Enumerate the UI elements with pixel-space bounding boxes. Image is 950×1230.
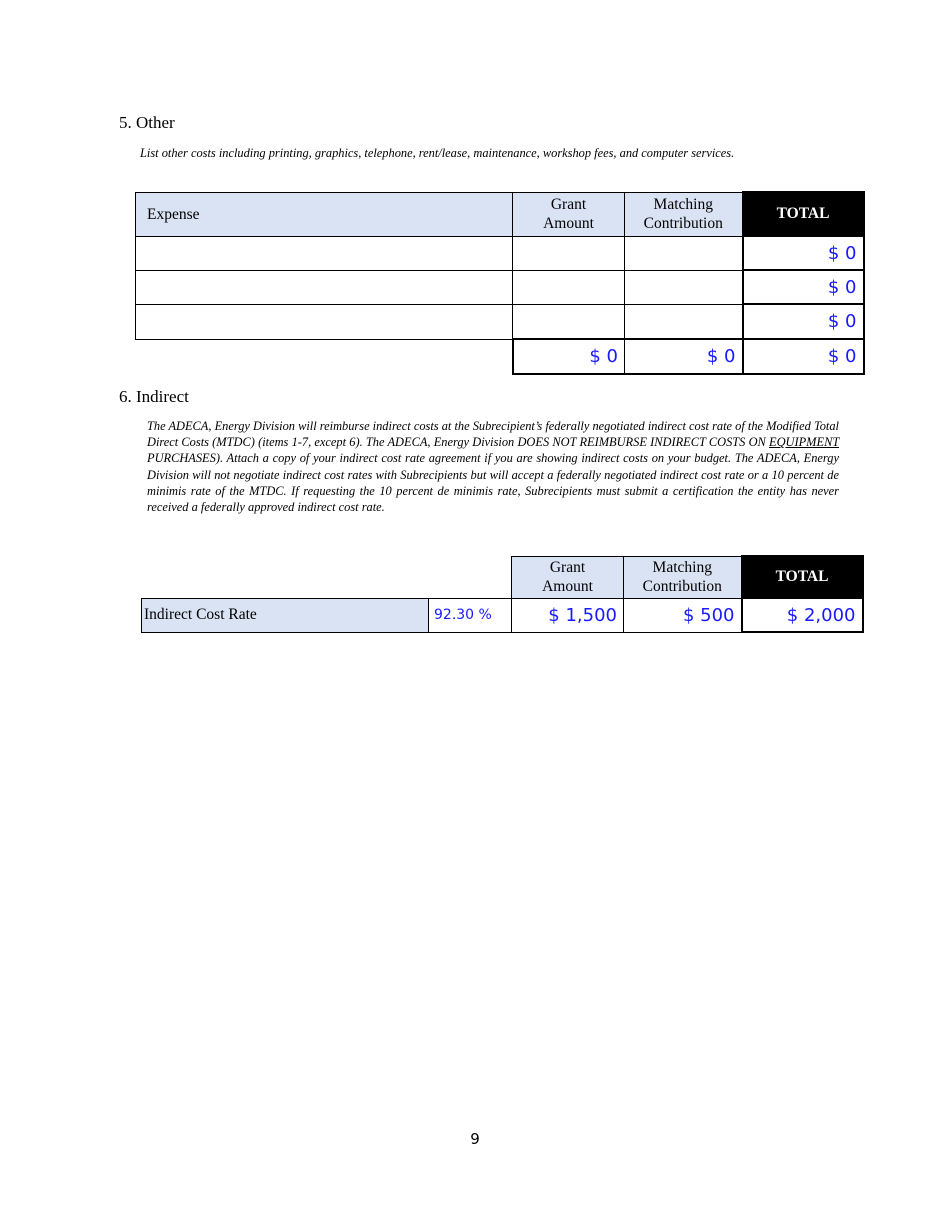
matching-contribution-value: $ 500 xyxy=(624,598,742,632)
total-header: TOTAL xyxy=(742,556,863,598)
indirect-cost-rate-label: Indirect Cost Rate xyxy=(142,598,429,632)
matching-contribution-header: Matching Contribution xyxy=(625,192,743,236)
other-costs-table xyxy=(135,191,865,375)
page-number: 9 xyxy=(470,1130,480,1148)
expense-input[interactable] xyxy=(136,270,513,304)
section-title-other: 5. Other xyxy=(119,113,175,132)
grant-amount-total: $ 0 xyxy=(513,339,625,374)
matching-contribution-input[interactable] xyxy=(625,270,743,304)
indirect-cost-table xyxy=(141,555,864,633)
row-total: $ 0 xyxy=(743,236,864,270)
indirect-cost-rate-input[interactable]: 92.30 % xyxy=(429,598,512,632)
table-header-row xyxy=(142,556,863,598)
grant-amount-value: $ 1,500 xyxy=(512,598,624,632)
equipment-underlined: EQUIPMENT xyxy=(769,435,839,450)
section-title-indirect: 6. Indirect xyxy=(119,387,189,406)
expense-input[interactable] xyxy=(136,236,513,270)
table-row xyxy=(136,304,864,339)
matching-contribution-input[interactable] xyxy=(625,236,743,270)
row-total: $ 0 xyxy=(743,304,864,339)
table-header-row xyxy=(136,192,864,236)
indirect-cost-row xyxy=(142,598,863,632)
expense-input[interactable] xyxy=(136,304,513,339)
total-value: $ 2,000 xyxy=(742,598,863,632)
matching-contribution-input[interactable] xyxy=(625,304,743,339)
matching-contribution-header: Matching Contribution xyxy=(624,556,742,598)
matching-contribution-total: $ 0 xyxy=(625,339,743,374)
row-total: $ 0 xyxy=(743,270,864,304)
grant-amount-input[interactable] xyxy=(513,236,625,270)
section-description-indirect: The ADECA, Energy Division will reimburse indirect costs at the Subrecipient’s federally negotiated indirect cost rate of the Modified Total Direct Costs (MTDC) (items 1-7, except 6). The ADECA, Energy Division DOES NOT REIMBURSE INDIRECT COSTS ON EQUIPMENT PURCHASES). Attach a copy of your indirect cost rate agreement if you are showing indirect costs on your budget. The ADECA, Energy Division will not negotiate indirect cost rates with Subrecipients but will accept a federally negotiated indirect cost rate or a 10 percent de minimis rate of the MTDC. If requesting the 10 percent de minimis rate, Subrecipients must submit a certification the entity has never received a federally approved indirect cost rate. xyxy=(147,419,839,515)
expense-header: Expense xyxy=(136,192,513,236)
table-row xyxy=(136,236,864,270)
grant-amount-header: Grant Amount xyxy=(513,192,625,236)
grand-total: $ 0 xyxy=(743,339,864,374)
section-description-other: List other costs including printing, graphics, telephone, rent/lease, maintenance, workshop fees, and computer services. xyxy=(140,146,735,160)
grant-amount-header: Grant Amount xyxy=(512,556,624,598)
grant-amount-input[interactable] xyxy=(513,304,625,339)
table-row xyxy=(136,270,864,304)
total-header: TOTAL xyxy=(743,192,864,236)
grant-amount-input[interactable] xyxy=(513,270,625,304)
totals-row xyxy=(136,339,864,374)
